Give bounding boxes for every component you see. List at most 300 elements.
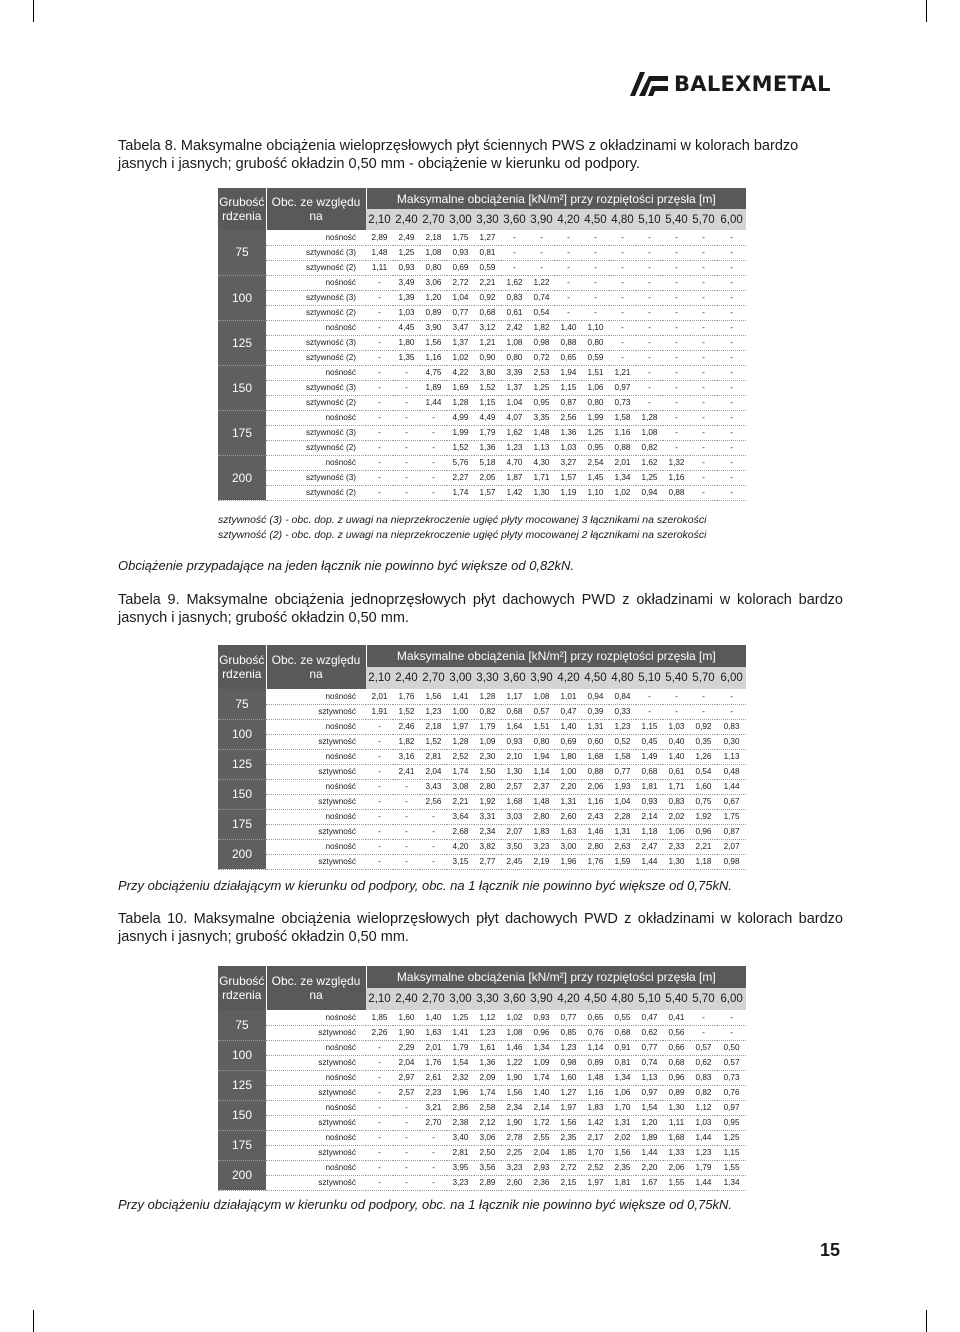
load-value-cell: 1,18	[636, 824, 663, 839]
load-value-cell: 0,69	[447, 260, 474, 275]
span-header: 3,90	[528, 988, 555, 1010]
table-row	[218, 260, 746, 275]
load-value-cell: 0,56	[663, 1025, 690, 1040]
load-value-cell: 1,56	[555, 1115, 582, 1130]
load-value-cell: -	[690, 455, 717, 470]
load-value-cell: 1,33	[663, 1145, 690, 1160]
load-value-cell: 2,02	[609, 1130, 636, 1145]
load-value-cell: 1,13	[717, 749, 746, 764]
load-value-cell: 1,02	[609, 485, 636, 500]
table-10-caption: Tabela 10. Maksymalne obciążenia wieloprzęsłowych płyt dachowych PWD z okładzinami w kolorach bardzo jasnych i jasnych; grubość okładzin 0,50 mm.	[118, 911, 843, 945]
load-value-cell: 3,12	[474, 320, 501, 335]
load-value-cell: 1,30	[528, 485, 555, 500]
load-value-cell: -	[690, 335, 717, 350]
load-value-cell: 1,03	[555, 440, 582, 455]
load-value-cell: 1,40	[555, 719, 582, 734]
load-type-label: sztywność (3)	[266, 470, 366, 485]
load-type-label: sztywność (3)	[266, 425, 366, 440]
load-value-cell: 1,45	[582, 470, 609, 485]
load-value-cell: 1,56	[609, 1145, 636, 1160]
load-value-cell: 0,97	[717, 1100, 746, 1115]
load-value-cell: 2,47	[636, 839, 663, 854]
load-value-cell: 1,25	[717, 1130, 746, 1145]
table-row	[218, 719, 746, 734]
load-value-cell: 3,06	[420, 275, 447, 290]
table-8	[218, 188, 746, 501]
load-value-cell: 1,25	[528, 380, 555, 395]
load-value-cell: 1,37	[447, 335, 474, 350]
header-row	[218, 188, 746, 209]
table-row	[218, 275, 746, 290]
load-type-label: nośność	[266, 320, 366, 335]
load-value-cell: 2,68	[447, 824, 474, 839]
load-value-cell: -	[663, 275, 690, 290]
col-header-thickness: Grubość rdzenia	[218, 645, 266, 689]
table-row	[218, 365, 746, 380]
span-header: 3,00	[447, 209, 474, 230]
load-value-cell: 0,87	[717, 824, 746, 839]
load-value-cell: 1,36	[474, 1055, 501, 1070]
span-header: 3,30	[474, 988, 501, 1010]
load-value-cell: 3,00	[555, 839, 582, 854]
load-value-cell: -	[366, 275, 393, 290]
crop-mark	[33, 1310, 34, 1332]
load-value-cell: 0,77	[609, 764, 636, 779]
load-value-cell: -	[366, 1040, 393, 1055]
table-row	[218, 749, 746, 764]
table-row	[218, 1100, 746, 1115]
load-value-cell: -	[717, 704, 746, 719]
load-value-cell: 2,35	[555, 1130, 582, 1145]
table-row	[218, 440, 746, 455]
load-value-cell: 0,98	[717, 854, 746, 869]
span-header: 5,10	[636, 667, 663, 689]
table-row	[218, 485, 746, 500]
load-value-cell: 0,57	[528, 704, 555, 719]
load-value-cell: 1,55	[717, 1160, 746, 1175]
load-value-cell: 1,62	[636, 455, 663, 470]
load-value-cell: 0,57	[717, 1055, 746, 1070]
load-value-cell: 2,04	[393, 1055, 420, 1070]
core-thickness-cell: 200	[218, 455, 266, 500]
table-8-caption: Tabela 8. Maksymalne obciążenia wieloprzęsłowych płyt ściennych PWS z okładzinami w kolorach bardzo jasnych i jasnych; grubość okładzin 0,50 mm - obciążenie w kierunku od podpory.	[118, 138, 799, 172]
load-value-cell: 1,35	[393, 350, 420, 365]
load-value-cell: 1,76	[420, 1055, 447, 1070]
table-row	[218, 689, 746, 704]
load-value-cell: 1,25	[393, 245, 420, 260]
load-value-cell: 2,01	[420, 1040, 447, 1055]
load-value-cell: -	[636, 350, 663, 365]
load-value-cell: 1,06	[609, 1085, 636, 1100]
load-value-cell: -	[609, 320, 636, 335]
load-value-cell: 2,52	[582, 1160, 609, 1175]
load-value-cell: -	[420, 809, 447, 824]
load-value-cell: -	[663, 704, 690, 719]
load-value-cell: 1,67	[636, 1175, 663, 1190]
table-row	[218, 1085, 746, 1100]
load-value-cell: 1,27	[555, 1085, 582, 1100]
load-value-cell: 2,61	[420, 1070, 447, 1085]
load-value-cell: 1,71	[528, 470, 555, 485]
load-value-cell: 0,81	[474, 245, 501, 260]
load-value-cell: 0,89	[420, 305, 447, 320]
load-value-cell: 1,74	[528, 1070, 555, 1085]
load-value-cell: 0,77	[555, 1010, 582, 1025]
load-value-cell: -	[636, 275, 663, 290]
load-value-cell: -	[690, 305, 717, 320]
load-value-cell: -	[663, 365, 690, 380]
load-value-cell: 2,28	[609, 809, 636, 824]
load-value-cell: -	[393, 410, 420, 425]
load-value-cell: 3,35	[528, 410, 555, 425]
span-header: 2,40	[393, 988, 420, 1010]
load-value-cell: 1,23	[474, 1025, 501, 1040]
load-value-cell: 3,50	[501, 839, 528, 854]
load-value-cell: -	[717, 410, 746, 425]
load-value-cell: 1,56	[420, 689, 447, 704]
load-value-cell: 2,04	[420, 764, 447, 779]
load-value-cell: 0,88	[609, 440, 636, 455]
load-value-cell: 0,89	[663, 1085, 690, 1100]
load-value-cell: -	[366, 1175, 393, 1190]
load-value-cell: 2,29	[393, 1040, 420, 1055]
load-value-cell: 0,97	[636, 1085, 663, 1100]
load-value-cell: 1,23	[501, 440, 528, 455]
table-row	[218, 1115, 746, 1130]
load-value-cell: -	[717, 1010, 746, 1025]
load-value-cell: -	[636, 305, 663, 320]
load-value-cell: 1,08	[501, 335, 528, 350]
load-value-cell: 1,34	[528, 1040, 555, 1055]
header-row	[218, 645, 746, 667]
load-value-cell: 0,50	[717, 1040, 746, 1055]
load-value-cell: 3,31	[474, 809, 501, 824]
load-type-label: sztywność	[266, 1055, 366, 1070]
table-9-caption: Tabela 9. Maksymalne obciążenia jednoprzęsłowych płyt dachowych PWD z okładzinami w kolorach bardzo jasnych i jasnych; grubość okładzin 0,50 mm.	[118, 592, 843, 626]
load-value-cell: 1,75	[717, 809, 746, 824]
load-value-cell: 1,51	[528, 719, 555, 734]
span-header: 4,80	[609, 209, 636, 230]
load-value-cell: 1,16	[663, 470, 690, 485]
load-value-cell: 2,23	[420, 1085, 447, 1100]
load-value-cell: 0,80	[528, 734, 555, 749]
load-value-cell: 1,52	[420, 734, 447, 749]
load-value-cell: 1,93	[609, 779, 636, 794]
load-value-cell: 3,95	[447, 1160, 474, 1175]
load-value-cell: -	[393, 1160, 420, 1175]
load-value-cell: 4,99	[447, 410, 474, 425]
load-value-cell: 1,27	[474, 230, 501, 245]
load-value-cell: 0,84	[609, 689, 636, 704]
load-value-cell: 1,30	[663, 854, 690, 869]
load-value-cell: -	[366, 350, 393, 365]
load-value-cell: 1,83	[582, 1100, 609, 1115]
table-row	[218, 779, 746, 794]
load-value-cell: -	[690, 425, 717, 440]
load-value-cell: -	[555, 245, 582, 260]
load-value-cell: 1,56	[501, 1085, 528, 1100]
load-value-cell: 1,08	[420, 245, 447, 260]
load-value-cell: 0,82	[474, 704, 501, 719]
core-thickness-cell: 75	[218, 230, 266, 275]
load-value-cell: -	[393, 1175, 420, 1190]
span-header: 3,00	[447, 667, 474, 689]
load-value-cell: 1,15	[555, 380, 582, 395]
load-value-cell: -	[717, 470, 746, 485]
load-value-cell: 3,49	[393, 275, 420, 290]
load-value-cell: 1,22	[501, 1055, 528, 1070]
load-value-cell: -	[690, 1010, 717, 1025]
load-value-cell: -	[555, 260, 582, 275]
load-value-cell: -	[717, 485, 746, 500]
load-value-cell: 2,63	[609, 839, 636, 854]
load-value-cell: 1,92	[474, 794, 501, 809]
load-value-cell: -	[366, 1130, 393, 1145]
load-value-cell: 2,21	[474, 275, 501, 290]
load-value-cell: -	[393, 485, 420, 500]
load-value-cell: 0,59	[582, 350, 609, 365]
load-value-cell: 1,20	[636, 1115, 663, 1130]
load-value-cell: 1,74	[474, 1085, 501, 1100]
load-value-cell: 2,36	[528, 1175, 555, 1190]
table-row	[218, 425, 746, 440]
load-type-label: sztywność (2)	[266, 395, 366, 410]
load-value-cell: 0,97	[609, 380, 636, 395]
load-value-cell: -	[393, 440, 420, 455]
core-thickness-cell: 175	[218, 410, 266, 455]
span-header: 5,70	[690, 667, 717, 689]
table-row	[218, 395, 746, 410]
load-value-cell: 0,69	[555, 734, 582, 749]
load-value-cell: 2,72	[447, 275, 474, 290]
load-value-cell: 3,23	[528, 839, 555, 854]
col-header-load-type: Obc. ze względu na	[266, 188, 366, 230]
load-value-cell: -	[690, 365, 717, 380]
load-type-label: nośność	[266, 1160, 366, 1175]
load-value-cell: 0,62	[636, 1025, 663, 1040]
load-value-cell: 0,94	[582, 689, 609, 704]
load-value-cell: -	[636, 230, 663, 245]
load-value-cell: -	[420, 1175, 447, 1190]
load-value-cell: 1,92	[690, 809, 717, 824]
load-value-cell: -	[366, 425, 393, 440]
load-value-cell: -	[393, 824, 420, 839]
load-value-cell: 5,18	[474, 455, 501, 470]
load-value-cell: -	[717, 395, 746, 410]
load-value-cell: 2,27	[447, 470, 474, 485]
load-value-cell: 0,73	[717, 1070, 746, 1085]
load-value-cell: 1,57	[474, 485, 501, 500]
load-value-cell: 1,44	[717, 779, 746, 794]
load-value-cell: -	[528, 230, 555, 245]
load-value-cell: -	[366, 794, 393, 809]
load-value-cell: 0,90	[474, 350, 501, 365]
load-value-cell: 0,93	[393, 260, 420, 275]
table-row	[218, 794, 746, 809]
load-value-cell: 0,88	[663, 485, 690, 500]
load-value-cell: -	[528, 245, 555, 260]
load-value-cell: 1,97	[555, 1100, 582, 1115]
load-value-cell: 2,57	[393, 1085, 420, 1100]
load-value-cell: 1,46	[582, 824, 609, 839]
load-value-cell: 1,06	[582, 380, 609, 395]
table-row	[218, 305, 746, 320]
brand-name: BALEXMETAL	[674, 72, 831, 96]
load-type-label: sztywność (3)	[266, 335, 366, 350]
load-value-cell: 1,79	[474, 719, 501, 734]
load-value-cell: 0,68	[636, 764, 663, 779]
load-value-cell: 1,90	[393, 1025, 420, 1040]
load-value-cell: 3,06	[474, 1130, 501, 1145]
load-value-cell: 1,42	[501, 485, 528, 500]
load-value-cell: 1,10	[582, 320, 609, 335]
load-value-cell: 1,52	[393, 704, 420, 719]
load-value-cell: -	[366, 854, 393, 869]
load-value-cell: 2,81	[447, 1145, 474, 1160]
load-type-label: sztywność	[266, 764, 366, 779]
span-header: 4,20	[555, 667, 582, 689]
load-value-cell: -	[393, 1115, 420, 1130]
load-value-cell: 0,80	[501, 350, 528, 365]
load-value-cell: 2,01	[609, 455, 636, 470]
load-value-cell: 2,32	[447, 1070, 474, 1085]
load-value-cell: 1,04	[447, 290, 474, 305]
load-value-cell: 0,95	[582, 440, 609, 455]
load-value-cell: 2,58	[474, 1100, 501, 1115]
load-value-cell: 1,11	[663, 1115, 690, 1130]
load-value-cell: 2,14	[636, 809, 663, 824]
load-value-cell: 2,70	[420, 1115, 447, 1130]
load-value-cell: 4,75	[420, 365, 447, 380]
span-header: 5,40	[663, 988, 690, 1010]
load-type-label: sztywność	[266, 1025, 366, 1040]
load-value-cell: 0,57	[690, 1040, 717, 1055]
load-value-cell: -	[582, 275, 609, 290]
span-header: 5,70	[690, 209, 717, 230]
load-value-cell: 2,78	[501, 1130, 528, 1145]
load-value-cell: 2,50	[474, 1145, 501, 1160]
load-value-cell: -	[420, 1160, 447, 1175]
load-value-cell: 0,95	[528, 395, 555, 410]
load-value-cell: 2,57	[501, 779, 528, 794]
span-header: 2,10	[366, 667, 393, 689]
load-type-label: nośność	[266, 230, 366, 245]
load-type-label: sztywność	[266, 1115, 366, 1130]
load-value-cell: 2,18	[420, 719, 447, 734]
load-value-cell: 0,68	[501, 704, 528, 719]
load-value-cell: 0,95	[717, 1115, 746, 1130]
load-value-cell: 2,06	[663, 1160, 690, 1175]
load-value-cell: 1,00	[555, 764, 582, 779]
table-row	[218, 290, 746, 305]
core-thickness-cell: 200	[218, 839, 266, 869]
load-value-cell: -	[717, 305, 746, 320]
load-value-cell: 1,01	[555, 689, 582, 704]
load-value-cell: 2,19	[528, 854, 555, 869]
core-thickness-cell: 200	[218, 1160, 266, 1190]
load-value-cell: 1,46	[501, 1040, 528, 1055]
load-value-cell: 1,80	[393, 335, 420, 350]
load-value-cell: 0,92	[690, 719, 717, 734]
core-thickness-cell: 150	[218, 1100, 266, 1130]
load-value-cell: -	[663, 380, 690, 395]
load-value-cell: 1,17	[501, 689, 528, 704]
load-value-cell: 1,71	[663, 779, 690, 794]
load-value-cell: -	[690, 689, 717, 704]
load-value-cell: 2,21	[447, 794, 474, 809]
load-value-cell: -	[636, 380, 663, 395]
load-value-cell: 0,67	[717, 794, 746, 809]
load-value-cell: 1,63	[420, 1025, 447, 1040]
load-type-label: sztywność	[266, 1085, 366, 1100]
load-type-label: nośność	[266, 455, 366, 470]
load-value-cell: 1,55	[663, 1175, 690, 1190]
load-value-cell: 0,68	[663, 1055, 690, 1070]
load-value-cell: 0,54	[528, 305, 555, 320]
load-value-cell: 1,99	[582, 410, 609, 425]
load-value-cell: -	[501, 260, 528, 275]
load-value-cell: 1,41	[447, 689, 474, 704]
load-value-cell: 1,64	[501, 719, 528, 734]
load-value-cell: 0,83	[663, 794, 690, 809]
span-header: 3,60	[501, 667, 528, 689]
load-value-cell: 1,48	[366, 245, 393, 260]
table-8-footnote: Obciążenie przypadające na jeden łącznik nie powinno być większe od 0,82kN.	[118, 558, 574, 573]
load-value-cell: 1,04	[609, 794, 636, 809]
load-value-cell: 2,20	[636, 1160, 663, 1175]
load-value-cell: -	[717, 320, 746, 335]
load-value-cell: -	[420, 410, 447, 425]
table-row	[218, 350, 746, 365]
load-value-cell: 1,31	[582, 719, 609, 734]
span-header: 2,40	[393, 209, 420, 230]
load-value-cell: 1,16	[582, 1085, 609, 1100]
load-value-cell: 0,80	[582, 395, 609, 410]
load-value-cell: 1,68	[582, 749, 609, 764]
load-value-cell: -	[366, 455, 393, 470]
load-value-cell: 1,34	[609, 470, 636, 485]
load-value-cell: -	[366, 749, 393, 764]
load-value-cell: -	[393, 779, 420, 794]
load-value-cell: -	[717, 689, 746, 704]
load-value-cell: -	[393, 470, 420, 485]
load-value-cell: -	[420, 440, 447, 455]
load-value-cell: -	[636, 689, 663, 704]
load-value-cell: 3,90	[420, 320, 447, 335]
load-value-cell: 1,63	[555, 824, 582, 839]
load-value-cell: 2,02	[663, 809, 690, 824]
load-value-cell: 0,30	[717, 734, 746, 749]
load-type-label: nośność	[266, 1040, 366, 1055]
table-row	[218, 380, 746, 395]
load-value-cell: -	[555, 230, 582, 245]
load-value-cell: 1,21	[609, 365, 636, 380]
load-type-label: sztywność	[266, 794, 366, 809]
load-value-cell: 0,61	[501, 305, 528, 320]
load-value-cell: 0,54	[690, 764, 717, 779]
col-header-max-loads: Maksymalne obciążenia [kN/m²] przy rozpiętości przęsła [m]	[366, 645, 746, 667]
col-header-thickness: Grubość rdzenia	[218, 188, 266, 230]
load-value-cell: 1,51	[582, 365, 609, 380]
load-value-cell: 1,23	[420, 704, 447, 719]
load-value-cell: 1,96	[447, 1085, 474, 1100]
load-type-label: sztywność	[266, 734, 366, 749]
load-value-cell: 1,20	[420, 290, 447, 305]
load-value-cell: -	[690, 350, 717, 365]
load-value-cell: 3,15	[447, 854, 474, 869]
load-value-cell: 1,03	[393, 305, 420, 320]
load-value-cell: 1,74	[447, 764, 474, 779]
